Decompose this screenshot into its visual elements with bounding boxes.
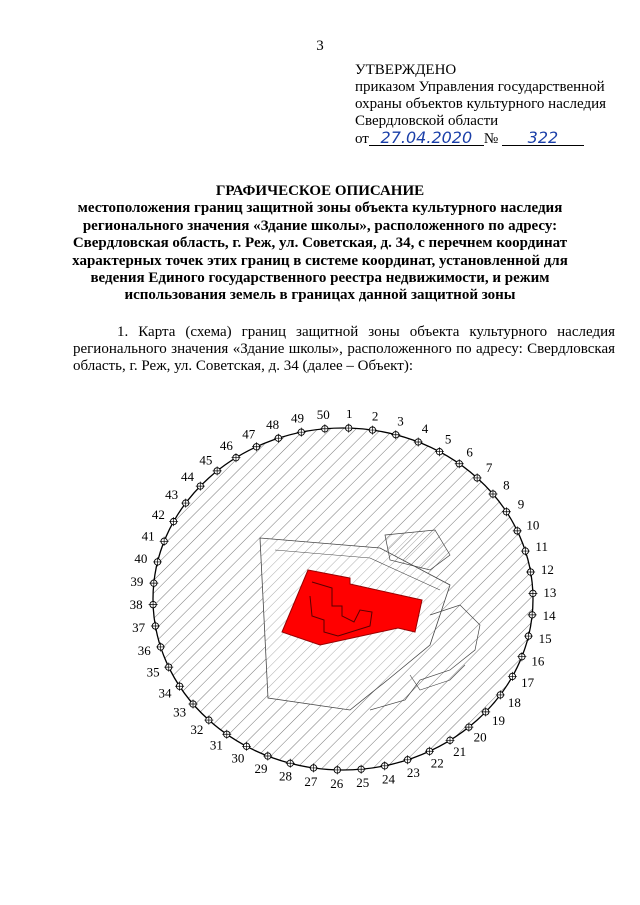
boundary-point-label: 29 xyxy=(254,760,268,776)
boundary-point-label: 20 xyxy=(473,729,487,745)
boundary-point-label: 9 xyxy=(517,496,525,512)
boundary-point-label: 39 xyxy=(130,573,144,589)
boundary-point-label: 31 xyxy=(209,737,223,753)
boundary-point-label: 2 xyxy=(371,410,379,424)
approval-line-2: охраны объектов культурного наследия xyxy=(355,96,607,112)
approval-line-1: приказом Управления государственной xyxy=(355,79,605,95)
page-number: 3 xyxy=(316,38,324,54)
section-1-paragraph xyxy=(73,324,615,375)
approval-heading: УТВЕРЖДЕНО xyxy=(355,62,457,78)
boundary-point-label: 21 xyxy=(453,743,467,759)
boundary-point-label: 6 xyxy=(466,444,473,460)
boundary-point-label: 28 xyxy=(279,768,293,784)
title-line-7: использования земель в границах данной защитной зоны xyxy=(124,287,516,304)
boundary-point-label: 42 xyxy=(151,507,165,523)
boundary-point-label: 30 xyxy=(231,750,245,766)
title-line-1: ГРАФИЧЕСКОЕ ОПИСАНИЕ xyxy=(215,183,425,199)
boundary-point-label: 18 xyxy=(507,694,521,710)
boundary-point-label: 27 xyxy=(304,773,318,789)
number-prefix: № xyxy=(483,131,499,147)
boundary-point-label: 5 xyxy=(444,431,452,447)
title-line-6: ведения Единого государственного реестра недвижимости, и режим xyxy=(90,270,550,287)
approval-date-line xyxy=(355,130,625,148)
document-title xyxy=(60,183,580,305)
boundary-point-label: 15 xyxy=(538,631,552,647)
boundary-point-label: 33 xyxy=(173,704,187,720)
boundary-point-label: 26 xyxy=(330,775,344,791)
boundary-point-label: 7 xyxy=(485,460,493,476)
title-line-4: Свердловская область, г. Реж, ул. Советская, д. 34, с перечнем координат xyxy=(72,235,568,252)
zone-boundary-map xyxy=(120,410,590,820)
date-prefix: от xyxy=(355,131,369,147)
boundary-point-label: 23 xyxy=(406,764,420,780)
boundary-point-label: 19 xyxy=(491,713,505,729)
boundary-point-label: 14 xyxy=(542,608,556,624)
paragraph-text: 1. Карта (схема) границ защитной зоны объекта культурного наследия регионального значения «Здание школы», расположенного по адресу: Свердловская область, г. Реж, ул. Советская, д. 34 (далее – Объект): xyxy=(73,324,615,374)
boundary-point-label: 44 xyxy=(181,468,195,484)
title-line-2: местоположения границ защитной зоны объекта культурного наследия xyxy=(77,200,563,217)
boundary-point-label: 35 xyxy=(146,664,160,680)
boundary-point-label: 17 xyxy=(521,674,535,690)
boundary-point-label: 37 xyxy=(132,620,146,636)
boundary-point-label: 10 xyxy=(526,517,540,533)
boundary-point-label: 13 xyxy=(543,584,557,600)
boundary-point-label: 16 xyxy=(531,653,545,669)
boundary-point-label: 3 xyxy=(397,413,404,429)
boundary-point-label: 45 xyxy=(199,452,213,468)
order-date: 27.04.2020 xyxy=(369,130,484,146)
boundary-point-label: 46 xyxy=(219,438,233,454)
boundary-point-label: 1 xyxy=(345,410,353,422)
boundary-point-label: 34 xyxy=(158,685,172,701)
boundary-point-label: 47 xyxy=(242,426,256,442)
boundary-point-label: 24 xyxy=(381,771,395,787)
title-line-5: характерных точек этих границ в системе координат, установленной для xyxy=(72,252,568,269)
boundary-point-label: 11 xyxy=(535,539,548,555)
order-number: 322 xyxy=(502,130,584,146)
approval-block xyxy=(355,62,625,148)
boundary-point-label: 4 xyxy=(421,421,429,437)
boundary-point-label: 49 xyxy=(291,410,305,426)
boundary-point-label: 43 xyxy=(165,487,179,503)
approval-line-3: Свердловской области xyxy=(355,113,499,129)
boundary-point-label: 41 xyxy=(141,528,155,544)
boundary-point-label: 25 xyxy=(356,775,370,791)
boundary-point-label: 48 xyxy=(266,417,280,433)
boundary-point-label: 50 xyxy=(316,410,330,422)
boundary-point-label: 40 xyxy=(134,550,148,566)
boundary-point-label: 22 xyxy=(430,755,444,771)
title-line-3: регионального значения «Здание школы», расположенного по адресу: xyxy=(82,217,558,234)
boundary-point-label: 36 xyxy=(137,642,151,658)
boundary-point-label: 12 xyxy=(540,561,554,577)
boundary-point-label: 8 xyxy=(503,477,510,493)
boundary-point-label: 38 xyxy=(129,597,143,613)
boundary-point-label: 32 xyxy=(190,721,204,737)
